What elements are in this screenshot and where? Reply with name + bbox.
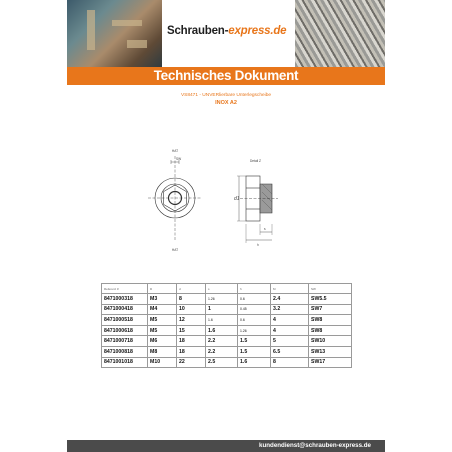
table-header: s [206,284,238,294]
table-row [102,304,352,315]
table-header: M [271,284,309,294]
table-cell: 1.6 [238,357,271,368]
table-cell: M6 [148,336,177,347]
table-cell: 1 [206,304,238,315]
table-cell: M5 [148,315,177,326]
table-cell: 1.6 [206,315,238,326]
drawing-section-body [246,176,260,221]
table-row [102,336,352,347]
table-cell: SW10 [309,336,352,347]
product-material: INOX A2 [215,100,237,106]
logo-accent: express.de [228,25,287,37]
table-cell: 0.6 [238,294,271,305]
table-cell-ref: 8471000418 [102,304,148,315]
table-cell: 2.4 [271,294,309,305]
spec-table [101,283,352,368]
table-row [102,294,352,305]
table-cell: 3.2 [271,304,309,315]
table-header: d [177,284,206,294]
table-cell: 1.26 [206,294,238,305]
table-cell: M8 [148,346,177,357]
header-photo-screws [295,0,385,67]
brand-logo [167,25,286,37]
table-cell-ref: 8471000618 [102,325,148,336]
table-cell: 2.2 [206,346,238,357]
table-cell: 1.5 [238,336,271,347]
table-cell: 6.5 [271,346,309,357]
table-cell: SW17 [309,357,352,368]
table-cell: 2.5 [206,357,238,368]
table-cell: SW13 [309,346,352,357]
title-bar [67,67,385,85]
table-cell: 10 [177,304,206,315]
table-row [102,325,352,336]
table-cell: 4 [271,325,309,336]
table-cell: 1.26 [238,325,271,336]
footer-bar [67,440,385,452]
drawing-label-top: HAT [171,149,179,153]
header-photo-tools [67,0,162,67]
table-cell: M4 [148,304,177,315]
drawing-section-label: Detail Z [250,159,261,163]
table-cell: 0.45 [238,304,271,315]
technical-drawing [140,140,290,255]
table-cell-ref: 8471000318 [102,294,148,305]
table-cell: M10 [148,357,177,368]
table-row [102,346,352,357]
table-header-row [102,284,352,294]
table-cell: SW8 [309,325,352,336]
document-title: Technisches Dokument [153,68,299,83]
drawing-section-hatch [260,184,272,213]
table-cell-ref: 8471001018 [102,357,148,368]
table-cell-ref: 8471000818 [102,346,148,357]
table-header: SW [309,284,352,294]
table-cell: SW8 [309,315,352,326]
drawing-dim-d: d1 [234,196,240,202]
table-cell: 0.6 [238,315,271,326]
footer-email-link[interactable]: kundendienst@schrauben-express.de [259,442,371,449]
table-cell: 8 [271,357,309,368]
table-cell: M3 [148,294,177,305]
drawing-dim-sw: SW [176,157,182,161]
logo-main: Schrauben- [167,25,229,37]
table-cell: 1.5 [238,346,271,357]
table-cell: 2.2 [206,336,238,347]
table-cell: 18 [177,346,206,357]
table-header: h [238,284,271,294]
drawing-dim-h: h [257,243,259,247]
table-cell: 15 [177,325,206,336]
table-row [102,315,352,326]
product-subtitle: VS8471 - UNVERlierbare Unterlegscheibe [180,93,272,98]
drawing-label-bottom: HAT [171,248,179,252]
table-cell: M5 [148,325,177,336]
table-cell: 5 [271,336,309,347]
table-cell: 22 [177,357,206,368]
table-cell: 12 [177,315,206,326]
table-cell: 18 [177,336,206,347]
table-cell-ref: 8471000718 [102,336,148,347]
table-cell: 4 [271,315,309,326]
table-header: D [148,284,177,294]
table-header: Referenz # [102,284,148,294]
table-row [102,357,352,368]
table-cell: SW7 [309,304,352,315]
table-cell: 1.6 [206,325,238,336]
table-cell: 8 [177,294,206,305]
table-cell: SW5.5 [309,294,352,305]
header-banner [67,0,385,67]
drawing-dim-s: s [264,227,266,231]
table-cell-ref: 8471000518 [102,315,148,326]
